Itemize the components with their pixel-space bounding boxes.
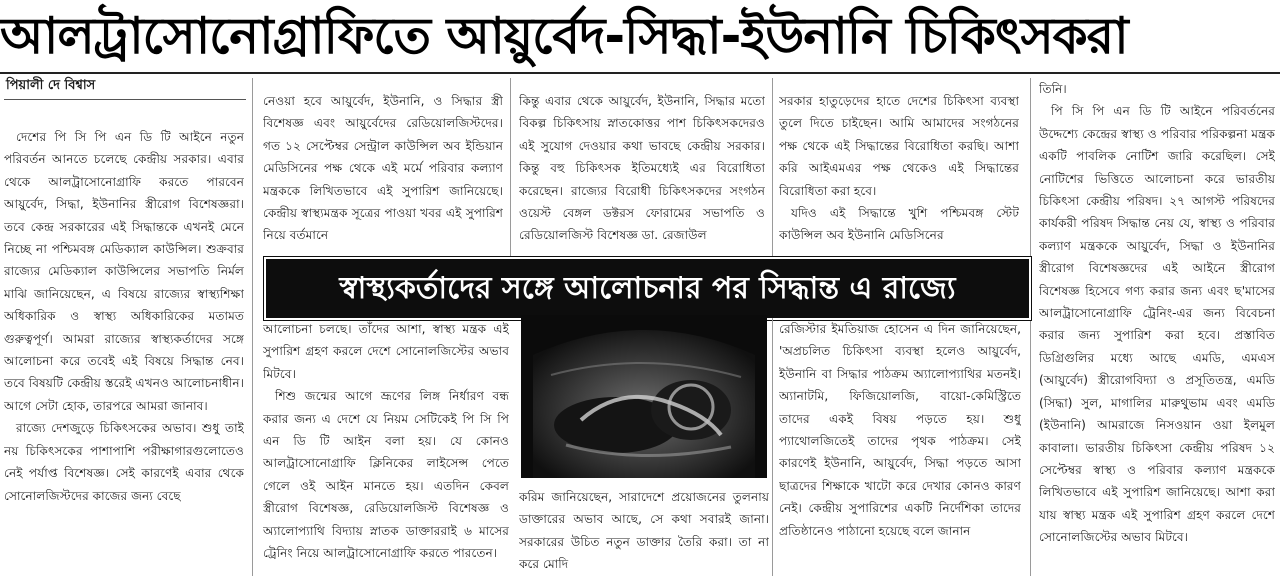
paragraph: তিনি। (1039, 82, 1067, 96)
column-divider (252, 78, 253, 576)
paragraph: পি সি পি এন ডি টি আইনে পরিবর্তনের উদ্দেশ্যে কেন্দ্রের স্বাস্থ্য ও পরিবার পরিকল্পনা মন্ত্রক একটি পাবলিক নোটিশ জারি করেছিল। সেই নোটিশের ভিত্তিতে আলোচনা করে ভারতীয় চিকিৎসা কেন্দ্রীয় পরিষদ। ২৭ আগস্ট পরিষদের কার্যকরী পরিষদ সিদ্ধান্ত নেয় যে, স্বাস্থ্য ও পরিবার কল্যাণ মন্ত্রককে আয়ুর্বেদ, সিদ্ধা ও ইউনানির স্ত্রীরোগ বিশেষজ্ঞদের এই আইনে স্ত্রীরোগ বিশেষজ্ঞ হিসেবে গণ্য করার জন্য এবং ছ'মাসের আলট্রাসোনোগ্রাফি ট্রেনিং-এর জন্য বিবেচনা করার জন্য সুপারিশ করা হবে। প্রস্তাবিত ডিগ্রিগুলির মধ্যে আছে এমডি, এমএস (আয়ুর্বেদ) স্ত্রীরোগবিদ্যা ও প্রসূতিতন্ত্র, এমডি (সিদ্ধা) সুল, মাগালির মারুথুভাম এবং এমডি (ইউনানি) আমরাজে নিসওয়ান ওয়া ইলমুল কাবালা। ভারতীয় চিকিৎসা কেন্দ্রীয় পরিষদ ১২ সেপ্টেম্বর স্বাস্থ্য ও পরিবার কল্যাণ মন্ত্রককে লিখিতভাবে এই সুপারিশ জানিয়েছে। আশা করা যায় স্বাস্থ্য মন্ত্রক এই সুপারিশ গ্রহণ করলে দেশে সোনোলজিস্টের অভাব মিটবে। (1039, 104, 1275, 545)
paragraph: নেওয়া হবে আয়ুর্বেদ, ইউনানি, ও সিদ্ধার স্ত্রী বিশেষজ্ঞ এবং আয়ুর্বেদের রেডিয়োলজিস্টদের। গত ১২ সেপ্টেম্বর সেন্ট্রাল কাউন্সিল অব ইন্ডিয়ান মেডিসিনের পক্ষ থেকে এই মর্মে পরিবার কল্যাণ মন্ত্রককে লিখিতভাবে এই সুপারিশ জানিয়েছে। কেন্দ্রীয় স্বাস্থ্যমন্ত্রক সূত্রের পাওয়া খবর এই সুপারিশ নিয়ে বর্তমানে (263, 94, 503, 243)
byline-divider (4, 99, 246, 100)
paragraph: শিশু জন্মের আগে ভ্রূণের লিঙ্গ নির্ধারণ বন্ধ করার জন্য এ দেশে যে নিয়ম সেটিকেই পি সি পি এন ডি টি আইন বলা হয়। যে কোনও আলট্রাসোনোগ্রাফি ক্লিনিকের লাইসেন্স পেতে গেলে ওই আইন মানতে হয়। এতদিন কেবল স্ত্রীরোগ বিশেষজ্ঞ, রেডিয়োলজিস্ট বিশেষজ্ঞ ও অ্যালোপ্যাথি বিদ্যায় স্নাতক ডাক্তাররাই ৬ মাসের ট্রেনিং নিয়ে আলট্রাসোনোগ্রাফি করতে পারতেন। (263, 389, 509, 561)
column-divider (772, 78, 773, 256)
article-column-2-bottom (263, 318, 509, 576)
paragraph: রেজিস্টার ইমতিয়াজ হোসেন এ দিন জানিয়েছেন, 'অপ্রচলিত চিকিৎসা ব্যবস্থা হলেও আয়ুর্বেদ, ইউনানি বা সিদ্ধার পাঠক্রম অ্যালোপ্যাথির মতনই। অ্যানাটমি, ফিজিয়োলজি, বায়ো-কেমিস্ট্রিতে তাদের একই বিষয় পড়তে হয়। শুধু প্যাথোলজিতেই তাদের পৃথক পাঠক্রম। সেই কারণেই ইউনানি, আয়ুর্বেদ, সিদ্ধা পড়তে আসা ছাত্রদের শিক্ষাকে খাটো করে দেখার কোনও কারণ নেই। কেন্দ্রীয় সুপারিশের একটি নির্দেশিকা তাদের প্রতিষ্ঠানেও পাঠানো হয়েছে বলে জানান (779, 322, 1021, 538)
paragraph: যদিও এই সিদ্ধান্তে খুশি পশ্চিমবঙ্গ স্টেট কাউন্সিল অব ইউনানি মেডিসিনের (779, 206, 1019, 243)
byline: পিয়ালী দে বিশ্বাস (6, 78, 96, 93)
headline: আলট্রাসোনোগ্রাফিতে আয়ুর্বেদ-সিদ্ধা-ইউনানি চিকিৎসকরা (0, 0, 1280, 74)
article-column-4-top (779, 90, 1019, 250)
article-column-3-top (519, 90, 765, 250)
paragraph: রাজ্যে দেশজুড়ে চিকিৎসকের অভাব। শুধু তাই নয় চিকিৎসকের পাশাপাশি পরীক্ষাগারগুলোতেও নেই পর্যাপ্ত বিশেষজ্ঞ। সেই কারণেই এবার থেকে সোনোলজিস্টদের কাজের জন্য বেছে (4, 421, 244, 503)
paragraph: দেশের পি সি পি এন ডি টি আইনে নতুন পরিবর্তন আনতে চলেছে কেন্দ্রীয় সরকার। এবার থেকে আলট্রাসোনোগ্রাফি করতে পারবেন আয়ুর্বেদ, সিদ্ধা, ইউনানির স্ত্রীরোগ বিশেষজ্ঞরা। তবে কেন্দ্র সরকারের এই সিদ্ধান্তকে এখনই মেনে নিচ্ছে না পশ্চিমবঙ্গ মেডিক্যাল কাউন্সিল। শুক্রবার রাজ্যের মেডিক্যাল কাউন্সিলের সভাপতি নির্মল মাঝি জানিয়েছেন, এ বিষয়ে রাজ্যের স্বাস্থ্যশিক্ষা অধিকারিক ও স্বাস্থ্য অধিকারিকের মতামত গুরুত্বপূর্ণ। আমরা রাজ্যের স্বাস্থ্যকর্তাদের সঙ্গে আলোচনা করে তবেই এই বিষয়ে সিদ্ধান্ত নেব। তবে বিষয়টি কেন্দ্রীয় স্তরেই এখনও আলোচনাধীন। আগে সেটা হোক, তারপরে আমরা জানাব। (4, 130, 244, 413)
paragraph: সরকার হাতুড়েদের হাতে দেশের চিকিৎসা ব্যবস্থা তুলে দিতে চাইছেন। আমি আমাদের সংগঠনের পক্ষ থেকে এই সিদ্ধান্তের বিরোধিতা করছি। আশা করি আইএমএর পক্ষ থেকেও এই সিদ্ধান্তের বিরোধিতা করা হবে। (779, 94, 1019, 198)
article-column-2-top (263, 90, 503, 250)
subheadline-banner: স্বাস্থ্যকর্তাদের সঙ্গে আলোচনার পর সিদ্ধান্ত এ রাজ্যে (264, 257, 1031, 320)
ultrasound-photo (521, 315, 767, 478)
article-column-4-bottom (779, 318, 1021, 576)
paragraph: আলোচনা চলছে। তাঁদের আশা, স্বাস্থ্য মন্ত্রক এই সুপারিশ গ্রহণ করলে দেশে সোনোলজিস্টের অভাব মিটবে। (263, 322, 509, 381)
article-column-5 (1039, 78, 1275, 576)
article-column-3-bottom (519, 486, 769, 576)
paragraph: করিম জানিয়েছেন, সারাদেশে প্রয়োজনের তুলনায় ডাক্তারের অভাব আছে, সে কথা সবারই জানা। সরকারের উচিত নতুন ডাক্তার তৈরি করা। তা না করে মোদি (519, 490, 769, 572)
ultrasound-image-icon (521, 315, 767, 478)
column-divider (1030, 78, 1031, 576)
article-column-1 (4, 126, 244, 576)
column-divider (510, 78, 511, 256)
paragraph: কিন্তু এবার থেকে আয়ুর্বেদ, ইউনানি, সিদ্ধার মতো বিকল্প চিকিৎসায় স্নাতকোত্তর পাশ চিকিৎসকদেরও এই সুযোগ দেওয়ার কথা ভাবছে কেন্দ্রীয় সরকার। কিন্তু বহু চিকিৎসক ইতিমধ্যেই এর বিরোধিতা করেছেন। রাজ্যের বিরোধী চিকিৎসকদের সংগঠন ওয়েস্ট বেঙ্গল ডক্টরস ফোরামের সভাপতি ও রেডিয়োলজিস্ট বিশেষজ্ঞ ডা. রেজাউল (519, 94, 765, 243)
column-divider (772, 318, 773, 576)
